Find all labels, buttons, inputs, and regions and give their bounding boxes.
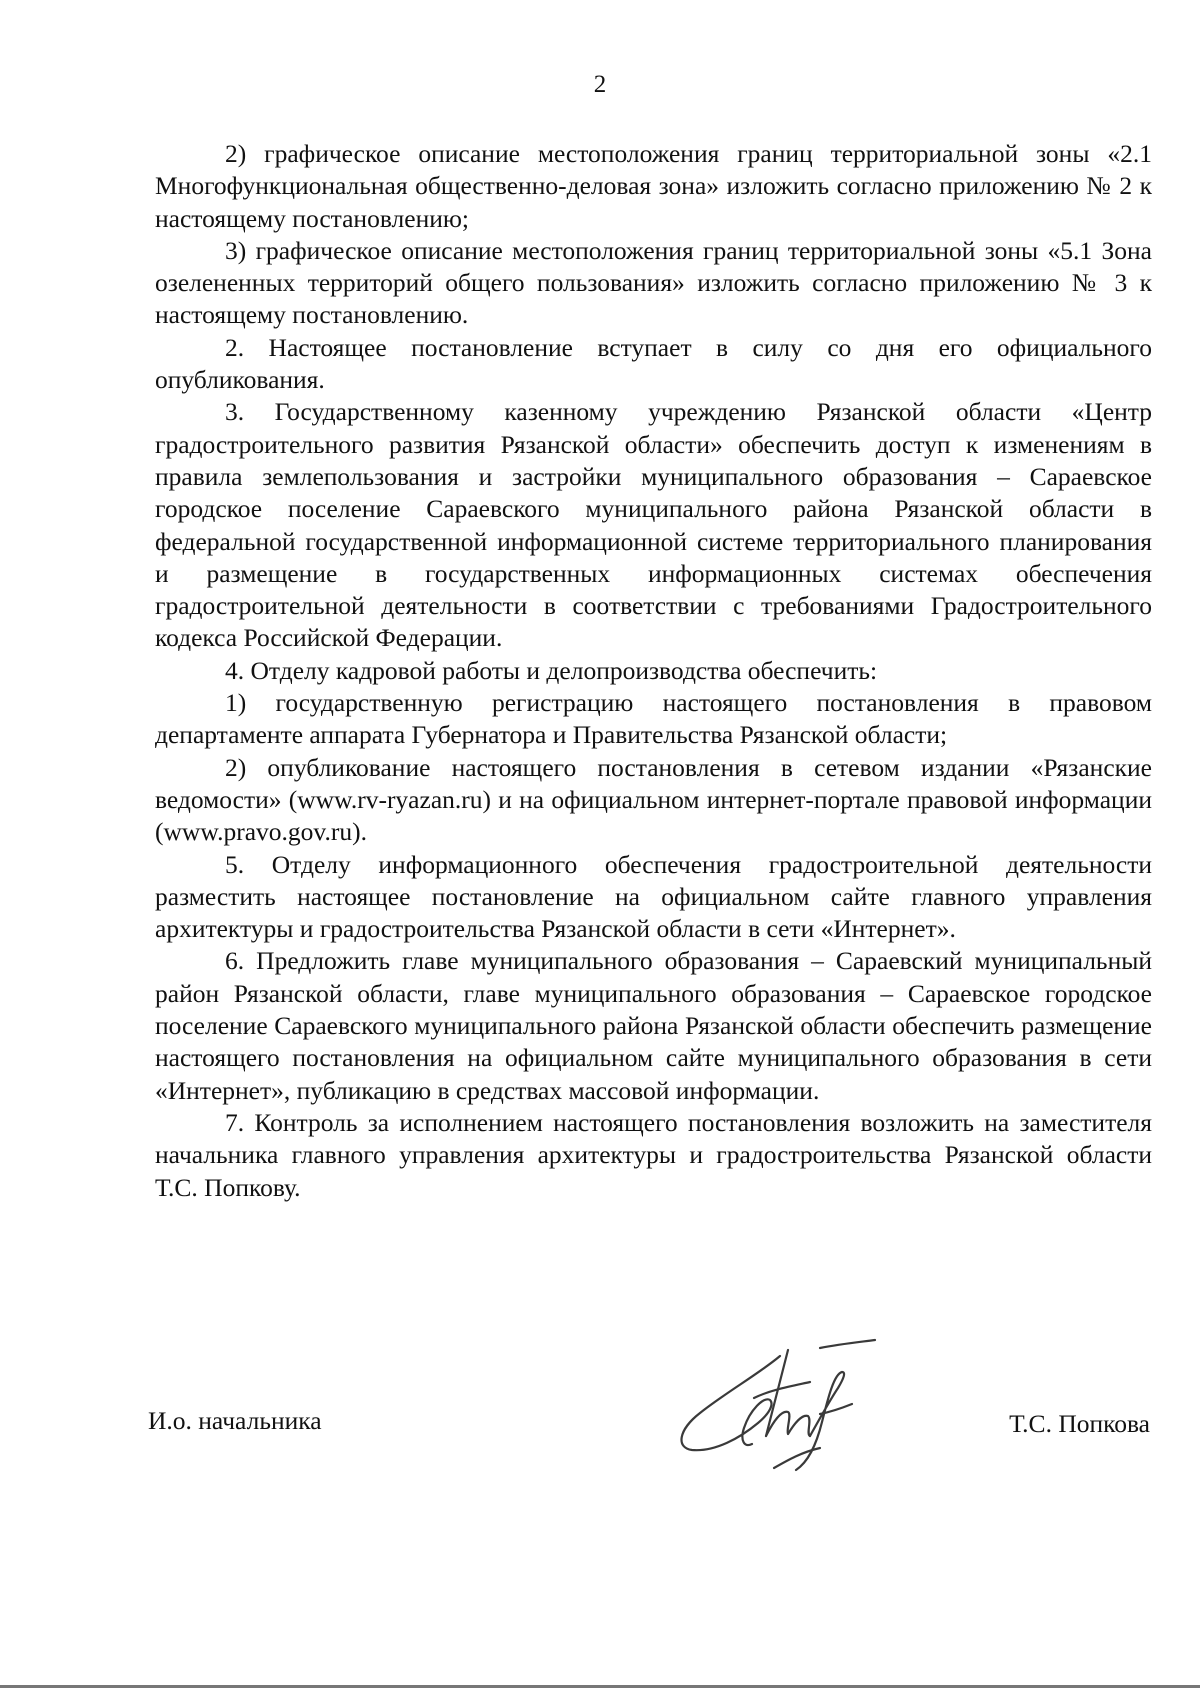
signer-title: И.о. начальника	[148, 1406, 322, 1435]
paragraph-clause-4-2-publication: 2) опубликование настоящего постановления в сетевом издании «Рязанские ведомости» (www.rv-ryazan.ru) и на официальном интернет-портале правовой информации (www.pravo.gov.ru).	[155, 752, 1152, 847]
handwritten-signature-icon	[670, 1338, 880, 1478]
paragraph-clause-7-control: 7. Контроль за исполнением настоящего постановления возложить на заместителя начальника главного управления архитектуры и градостроительства Рязанской области Т.С. Попкову.	[155, 1107, 1152, 1202]
paragraph-clause-6-municipal: 6. Предложить главе муниципального образования – Сараевский муниципальный район Рязанской области, главе муниципального образования – Сараевское городское поселение Сараевского муниципального района Рязанской области обеспечить размещение настоящего постановления на официальном сайте муниципального образования в сети «Интернет», публикацию в средствах массовой информации.	[155, 946, 1152, 1105]
paragraph-clause-4-records-dept: 4. Отделу кадровой работы и делопроизводства обеспечить:	[225, 655, 878, 685]
signer-name: Т.С. Попкова	[1009, 1409, 1150, 1438]
scan-bottom-edge	[0, 1685, 1200, 1688]
paragraph-item-2-zone-2-1: 2) графическое описание местоположения границ территориальной зоны «2.1 Многофункциональная общественно-деловая зона» изложить согласно приложению № 2 к настоящему постановлению;	[155, 139, 1152, 233]
paragraph-clause-3-access: 3. Государственному казенному учреждению Рязанской области «Центр градостроительного развития Рязанской области» обеспечить доступ к изменениям в правила землепользования и застройки муниципального образования – Сараевское городское поселение Сараевского муниципального района Рязанской области в федеральной государственной информационной системе территориального планирования и размещение в государственных информационных системах обеспечения градостроительной деятельности в соответствии с требованиями Градостроительного кодекса Российской Федерации.	[155, 397, 1152, 653]
page-number: 2	[593, 71, 607, 98]
paragraph-clause-5-website: 5. Отделу информационного обеспечения градостроительной деятельности разместить настоящее постановление на официальном сайте главного управления архитектуры и градостроительства Рязанской области в сети «Интернет».	[155, 849, 1152, 944]
document-body	[155, 138, 1152, 1204]
signature-block	[148, 1350, 1148, 1480]
paragraph-clause-2-effective-date: 2. Настоящее постановление вступает в силу со дня его официального опубликования.	[155, 332, 1152, 395]
paragraph-clause-4-1-registration: 1) государственную регистрацию настоящего постановления в правовом департаменте аппарата Губернатора и Правительства Рязанской области;	[155, 688, 1152, 750]
paragraph-item-3-zone-5-1: 3) графическое описание местоположения границ территориальной зоны «5.1 Зона озелененных территорий общего пользования» изложить согласно приложению № 3 к настоящему постановлению.	[155, 235, 1152, 330]
